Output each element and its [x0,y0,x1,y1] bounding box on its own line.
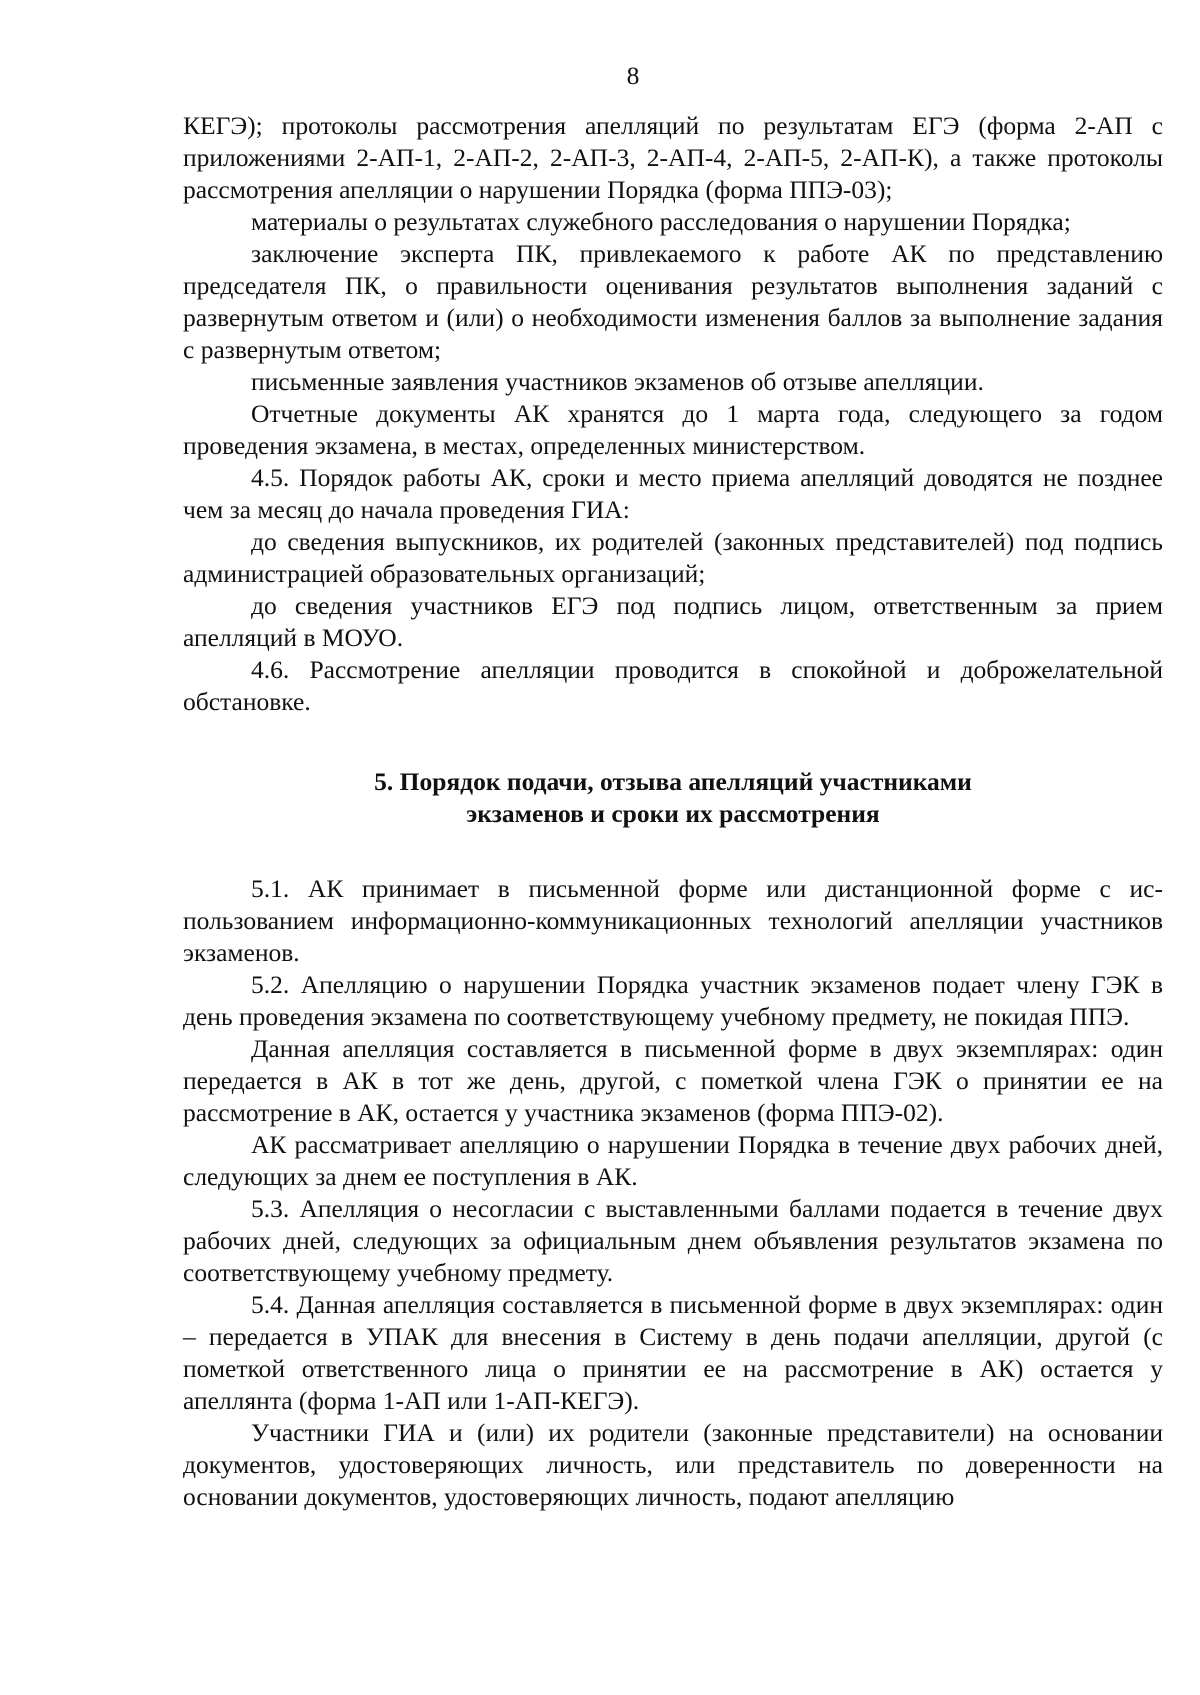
paragraph-4-6: 4.6. Рассмотрение апелляции проводится в спокойной и доброжелательной обстановке. [183,655,1163,716]
paragraph-withdrawal-statements: письменные заявления участников экзаменов об отзыве апелляции. [251,367,984,396]
paragraph-graduates-notice: до сведения выпускников, их родителей (законных представителей) под подпись администрацией образовательных организаций; [183,527,1163,588]
section-5-heading-line-2: экзаменов и сроки их рассмотрения [466,799,880,828]
section-4-continuation [183,110,1163,718]
paragraph-5-4: 5.4. Данная апелляция составляется в письменной форме в двух экземплярах: один – передается в УПАК для внесения в Систему в день подачи апелляции, другой (с пометкой ответственного лица о принятии ее на рассмотрение в АК) остается у апеллянта (форма 1-АП или 1-АП-КЕГЭ). [183,1290,1163,1415]
paragraph-4-5: 4.5. Порядок работы АК, сроки и место приема апелляций доводятся не позднее чем за месяц до начала проведения ГИА: [183,463,1163,524]
section-5-heading [183,766,1163,830]
paragraph-5-3: 5.3. Апелляция о несогласии с выставленными баллами подается в течение двух рабочих дней, следующих за официальным днем объявления результатов экзамена по соответствующему учебному предмету. [183,1194,1163,1287]
paragraph-5-1: 5.1. АК принимает в письменной форме или дистанционной форме с использованием информационно-коммуникационных технологий апелляции участников экзаменов. [183,874,1163,967]
page-number: 8 [626,61,640,90]
paragraph-5-2: 5.2. Апелляцию о нарушении Порядка участник экзаменов подает члену ГЭК в день проведения экзамена по соответствующему учебному предмету, не покидая ППЭ. [183,970,1163,1031]
paragraph-appeal-review-term: АК рассматривает апелляцию о нарушении Порядка в течение двух рабочих дней, следующих за днем ее поступления в АК. [183,1130,1163,1191]
paragraph-appeal-copies: Данная апелляция составляется в письменной форме в двух экземплярах: один передается в АК в тот же день, другой, с пометкой члена ГЭК о принятии ее на рассмотрение в АК, остается у участника экзаменов (форма ППЭ-02). [183,1034,1163,1127]
paragraph-document-storage: Отчетные документы АК хранятся до 1 марта года, следующего за годом проведения экзамена, в местах, определенных министерством. [183,399,1163,460]
paragraph-expert-conclusion: заключение эксперта ПК, привлекаемого к работе АК по представлению председателя ПК, о правильности оценивания результатов выполнения заданий с развернутым ответом и (или) о необходимости изменения баллов за выполнение задания с развернутым ответом; [183,239,1163,364]
paragraph-investigation-materials: материалы о результатах служебного расследования о нарушении Порядка; [251,207,1071,236]
section-5-heading-line-1: 5. Порядок подачи, отзыва апелляций участниками [374,767,972,796]
paragraph-ege-participants-notice: до сведения участников ЕГЭ под подпись лицом, ответственным за прием апелляций в МОУО. [183,591,1163,652]
section-5-body [183,873,1163,1513]
paragraph-gia-participants: Участники ГИА и (или) их родители (законные представители) на основании документов, удостоверяющих личность, или представитель по доверенности на основании документов, удостоверяющих личность, подают апелляцию [183,1418,1163,1511]
paragraph-protocols: КЕГЭ); протоколы рассмотрения апелляций по результатам ЕГЭ (форма 2-АП с приложениями 2-АП-1, 2-АП-2, 2-АП-3, 2-АП-4, 2-АП-5, 2-АП-К), а также протоколы рассмотрения апелляции о нарушении Порядка (форма ППЭ-03); [183,111,1163,204]
